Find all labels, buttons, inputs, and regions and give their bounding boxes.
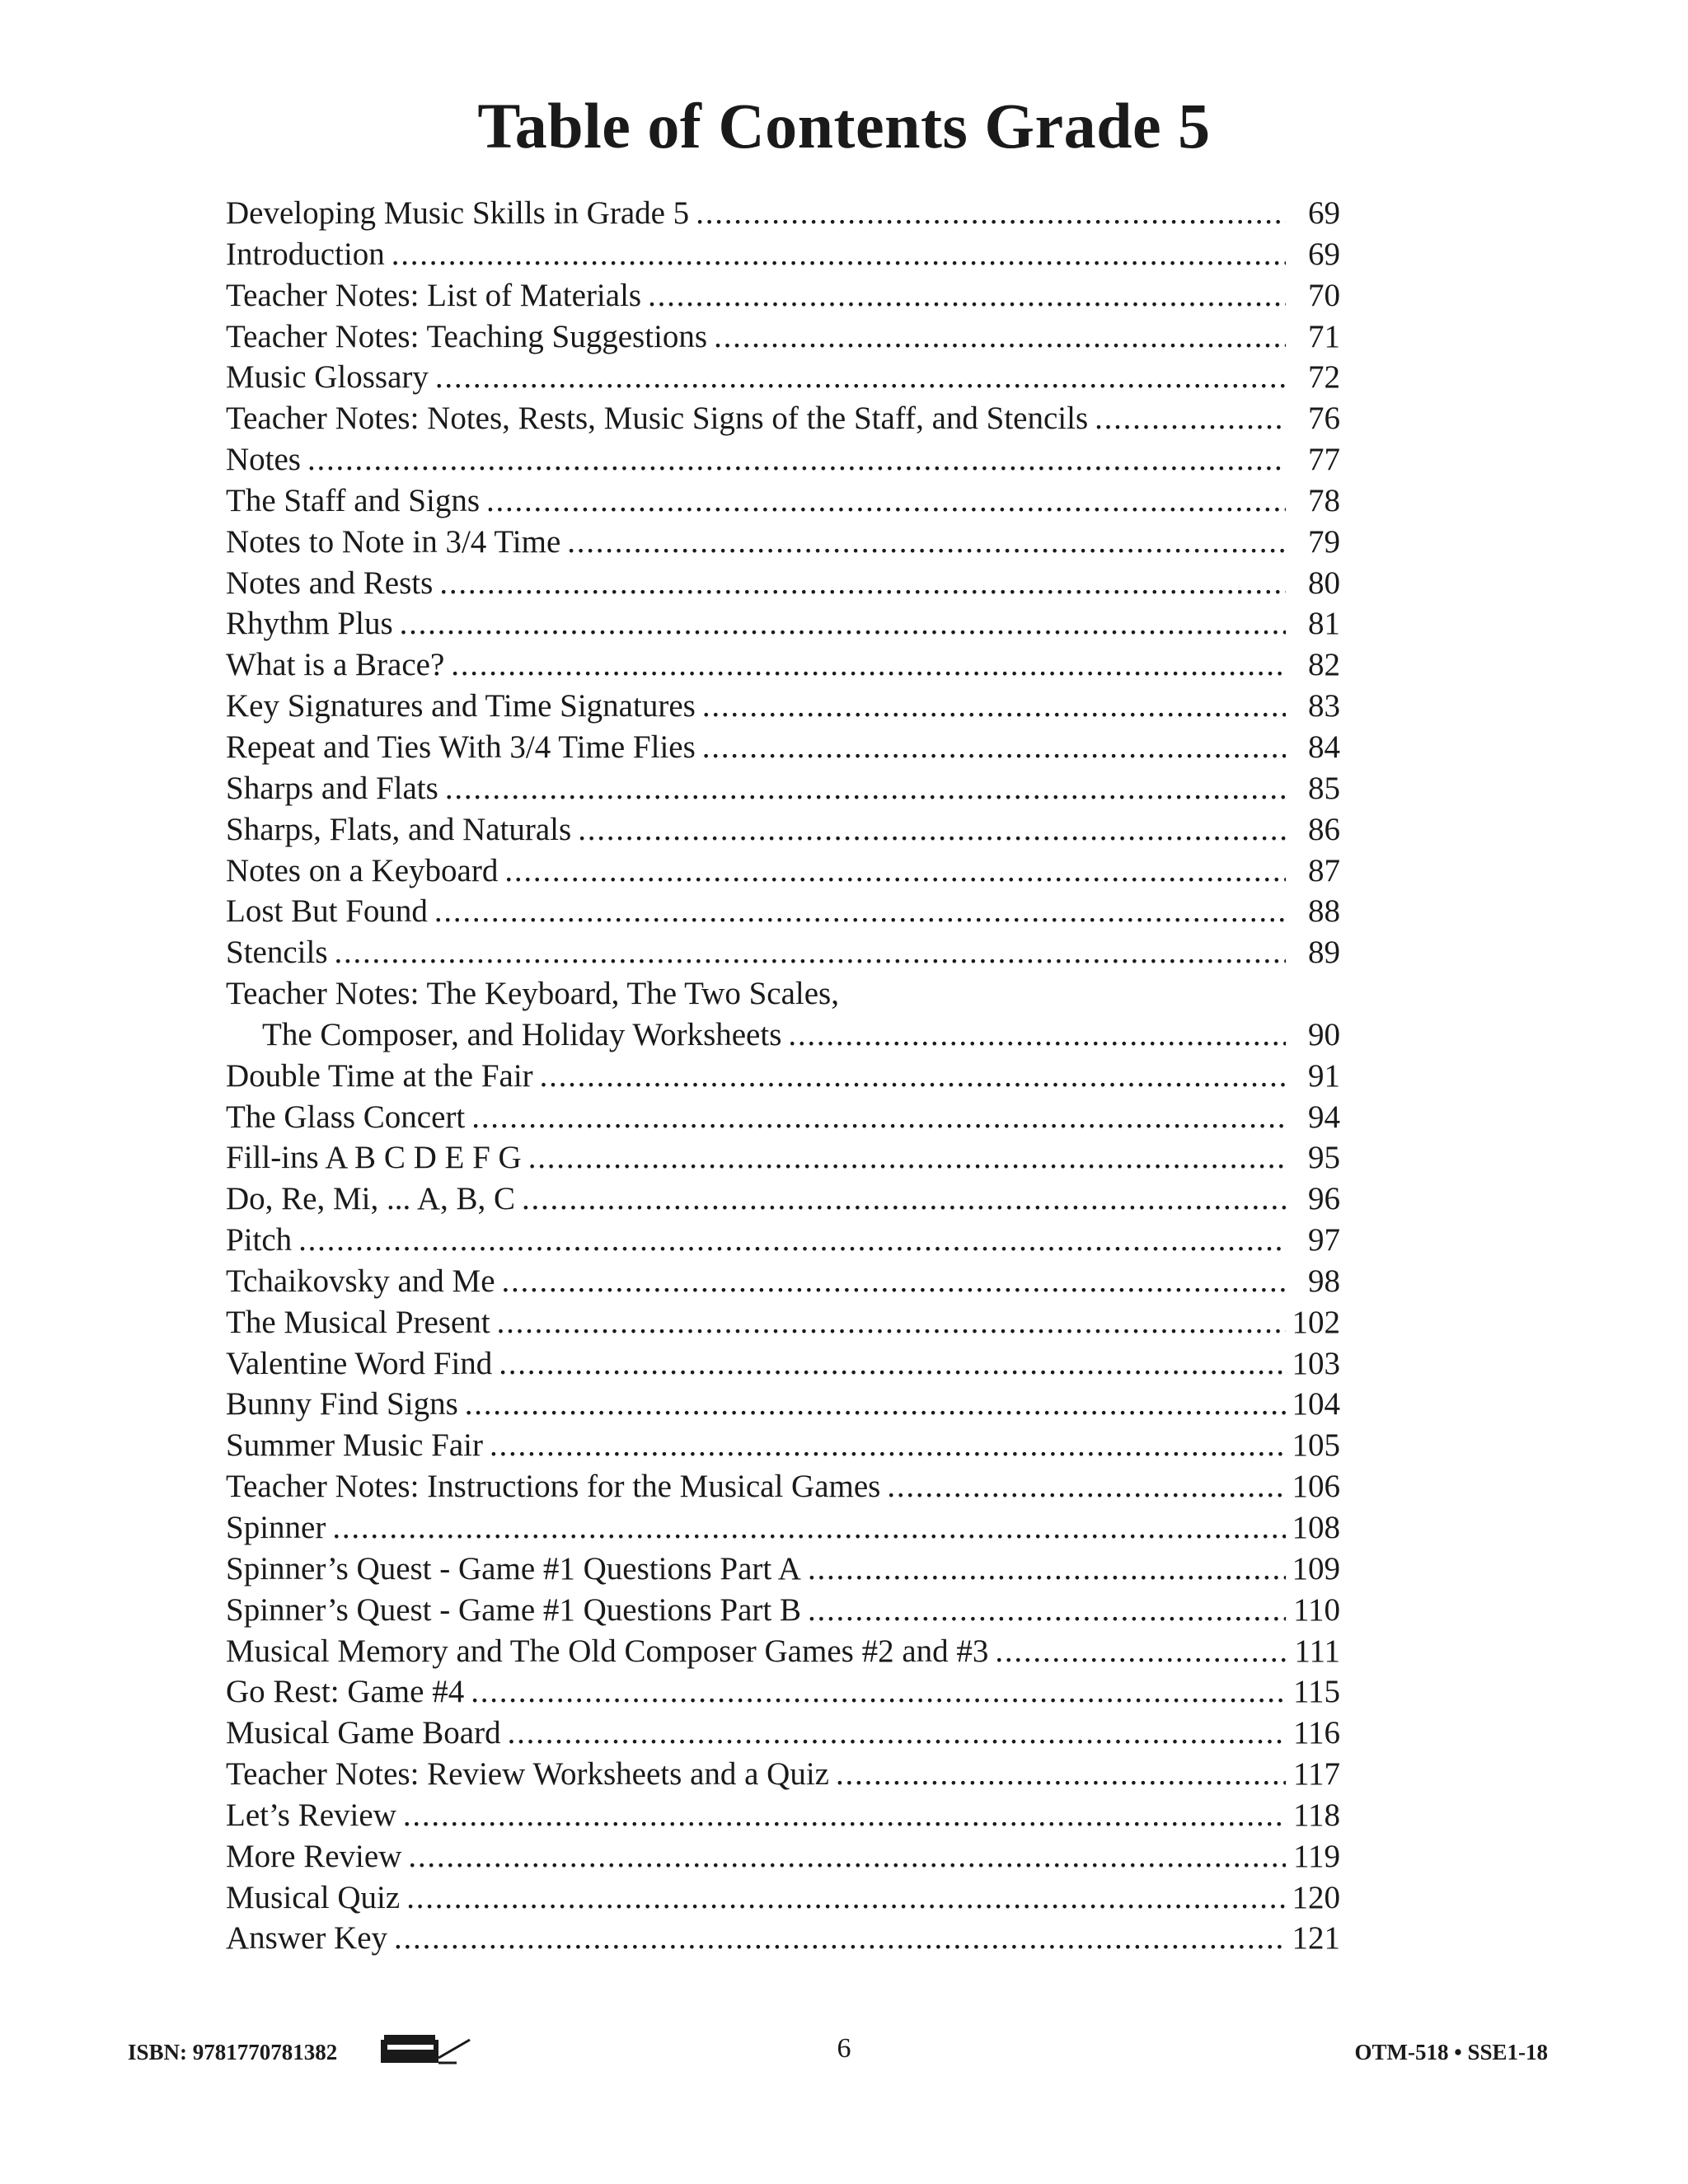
toc-entry — [226, 1137, 1340, 1179]
toc-entry — [226, 1015, 1340, 1056]
toc-entry-title: Developing Music Skills in Grade 5 — [226, 195, 690, 231]
toc-entry-title: Double Time at the Fair — [226, 1057, 533, 1094]
toc-entry — [226, 1425, 1340, 1466]
toc-entry-title: Let’s Review — [226, 1797, 396, 1833]
toc-entry-title: Stencils — [226, 935, 328, 971]
dot-leader — [497, 1302, 1286, 1343]
dot-leader — [439, 563, 1286, 604]
toc-entry-page-number: 95 — [1308, 1140, 1340, 1176]
toc-entry-title: Sharps and Flats — [226, 770, 438, 806]
toc-entry — [226, 1549, 1340, 1590]
toc-entry-page-number: 102 — [1292, 1304, 1340, 1340]
dot-leader — [502, 1261, 1286, 1302]
toc-entry-title: The Staff and Signs — [226, 482, 481, 518]
toc-entry-page-number: 121 — [1292, 1920, 1340, 1957]
toc-entry-title: Summer Music Fair — [226, 1427, 483, 1464]
dot-leader — [522, 1179, 1286, 1220]
toc-entry — [226, 891, 1340, 932]
toc-entry — [226, 439, 1340, 480]
toc-entry — [226, 1261, 1340, 1302]
toc-entry-title: Answer Key — [226, 1920, 388, 1957]
toc-entry-page-number: 119 — [1292, 1838, 1340, 1874]
toc-entry — [226, 316, 1340, 358]
toc-entry — [226, 1056, 1340, 1097]
dot-leader — [567, 522, 1286, 563]
toc-entry-title: Lost But Found — [226, 893, 428, 930]
product-code: OTM-518 • SSE1-18 — [1354, 2040, 1548, 2064]
toc-entry-title: Spinner’s Quest - Game #1 Questions Part A — [226, 1550, 801, 1586]
toc-entry — [226, 357, 1340, 398]
toc-entry — [226, 398, 1340, 439]
toc-entry — [226, 1918, 1340, 1959]
toc-entry-page-number: 91 — [1308, 1057, 1340, 1094]
toc-entry-title: Go Rest: Game #4 — [226, 1674, 465, 1710]
dot-leader — [648, 275, 1286, 316]
page-title: Table of Contents Grade 5 — [477, 90, 1211, 162]
toc-entry-page-number: 77 — [1308, 442, 1340, 478]
table-of-contents — [226, 193, 1340, 1959]
toc-entry-page-number: 82 — [1308, 647, 1340, 683]
toc-entry — [226, 1466, 1340, 1507]
dot-leader — [578, 809, 1286, 851]
toc-entry-title: Tchaikovsky and Me — [226, 1263, 495, 1299]
toc-entry-page-number: 103 — [1292, 1345, 1340, 1381]
toc-entry — [226, 1097, 1340, 1138]
toc-entry-title: More Review — [226, 1838, 402, 1874]
toc-entry — [226, 727, 1340, 768]
dot-leader — [788, 1015, 1286, 1056]
toc-entry-title: Teacher Notes: Instructions for the Musical Games — [226, 1469, 881, 1505]
dot-leader — [307, 439, 1286, 480]
toc-entry-page-number: 117 — [1292, 1756, 1340, 1793]
dot-leader — [504, 851, 1286, 892]
toc-entry-page-number: 109 — [1292, 1550, 1340, 1586]
toc-entry-title: The Glass Concert — [226, 1099, 466, 1135]
toc-entry-page-number: 104 — [1292, 1386, 1340, 1422]
toc-entry-page-number: 79 — [1308, 523, 1340, 560]
toc-entry-page-number: 78 — [1308, 482, 1340, 518]
toc-entry — [226, 234, 1340, 275]
dot-leader — [332, 1507, 1286, 1549]
toc-entry-page-number: 83 — [1308, 688, 1340, 724]
dot-leader — [808, 1549, 1286, 1590]
toc-entry-page-number: 86 — [1308, 811, 1340, 847]
toc-entry-page-number: 76 — [1308, 401, 1340, 437]
toc-entry-title: Rhythm Plus — [226, 606, 393, 642]
toc-entry-page-number: 69 — [1308, 236, 1340, 272]
dot-leader — [465, 1384, 1286, 1425]
toc-entry — [226, 603, 1340, 644]
toc-entry-title: Teacher Notes: Notes, Rests, Music Signs of the Staff, and Stencils — [226, 401, 1089, 437]
toc-entry-page-number: 88 — [1308, 893, 1340, 930]
toc-entry — [226, 644, 1340, 686]
toc-entry-title: Musical Memory and The Old Composer Games #2 and #3 — [226, 1633, 989, 1669]
dot-leader — [394, 1918, 1286, 1959]
toc-entry-title: Repeat and Ties With 3/4 Time Flies — [226, 729, 696, 765]
dot-leader — [995, 1631, 1286, 1672]
toc-entry-page-number: 94 — [1308, 1099, 1340, 1135]
dot-leader — [696, 193, 1286, 234]
toc-entry-title: Fill-ins A B C D E F G — [226, 1140, 522, 1176]
page-number: 6 — [837, 2033, 851, 2064]
toc-entry-page-number: 120 — [1292, 1879, 1340, 1915]
toc-entry-page-number: 85 — [1308, 770, 1340, 806]
toc-entry-title: Teacher Notes: Teaching Suggestions — [226, 318, 708, 354]
toc-entry-title: What is a Brace? — [226, 647, 445, 683]
toc-entry-title: Do, Re, Mi, ... A, B, C — [226, 1181, 516, 1217]
toc-entry — [226, 768, 1340, 809]
dot-leader — [702, 727, 1286, 768]
toc-entry-page-number: 87 — [1308, 852, 1340, 888]
toc-entry-title: Notes on a Keyboard — [226, 852, 499, 888]
toc-entry-page-number: 72 — [1308, 359, 1340, 396]
toc-entry-title: Pitch — [226, 1222, 293, 1258]
toc-entry — [226, 851, 1340, 892]
toc-entry — [226, 1179, 1340, 1220]
dot-leader — [335, 932, 1287, 973]
toc-entry — [226, 1877, 1340, 1919]
toc-entry — [226, 1590, 1340, 1631]
dot-leader — [490, 1425, 1286, 1466]
toc-entry — [226, 1343, 1340, 1385]
toc-entry — [226, 686, 1340, 727]
dot-leader — [434, 891, 1286, 932]
toc-entry-page-number: 98 — [1308, 1263, 1340, 1299]
dot-leader — [528, 1137, 1286, 1179]
toc-entry-page-number: 116 — [1292, 1715, 1340, 1751]
toc-entry-title: Bunny Find Signs — [226, 1386, 458, 1422]
dot-leader — [445, 768, 1286, 809]
dot-leader — [836, 1754, 1286, 1795]
toc-entry — [226, 1507, 1340, 1549]
dot-leader — [486, 480, 1286, 522]
toc-entry-title: Teacher Notes: List of Materials — [226, 277, 642, 313]
toc-entry-page-number: 115 — [1292, 1674, 1340, 1710]
dot-leader — [471, 1097, 1286, 1138]
toc-entry-title: Notes — [226, 442, 301, 478]
toc-entry-title: Introduction — [226, 236, 385, 272]
toc-entry — [226, 973, 1340, 1015]
isbn-text: ISBN: 9781770781382 — [128, 2040, 338, 2064]
dot-leader — [406, 1877, 1286, 1919]
toc-entry-title: Key Signatures and Time Signatures — [226, 688, 696, 724]
toc-entry-title: Notes to Note in 3/4 Time — [226, 523, 561, 560]
toc-entry — [226, 522, 1340, 563]
toc-entry-title: The Composer, and Holiday Worksheets — [262, 1016, 782, 1052]
toc-entry-page-number: 71 — [1308, 318, 1340, 354]
toc-entry-title: Spinner’s Quest - Game #1 Questions Part B — [226, 1591, 801, 1628]
toc-entry — [226, 1836, 1340, 1877]
toc-entry-page-number: 111 — [1294, 1633, 1340, 1669]
dot-leader — [403, 1795, 1286, 1836]
dot-leader — [540, 1056, 1286, 1097]
toc-entry-page-number: 96 — [1308, 1181, 1340, 1217]
dot-leader — [702, 686, 1286, 727]
toc-entry-title: Musical Quiz — [226, 1879, 401, 1915]
page-footer — [0, 2023, 1688, 2073]
toc-entry-title: Teacher Notes: Review Worksheets and a Quiz — [226, 1756, 829, 1793]
dot-leader — [508, 1713, 1286, 1754]
dot-leader — [298, 1220, 1286, 1261]
toc-entry — [226, 563, 1340, 604]
toc-entry-page-number: 97 — [1308, 1222, 1340, 1258]
dot-leader — [400, 603, 1286, 644]
toc-entry-title: Musical Game Board — [226, 1715, 501, 1751]
toc-entry-page-number: 81 — [1308, 606, 1340, 642]
dot-leader — [714, 316, 1286, 358]
toc-entry-title: Spinner — [226, 1510, 326, 1545]
dot-leader — [408, 1836, 1286, 1877]
toc-entry-title: Valentine Word Find — [226, 1345, 493, 1381]
dot-leader — [808, 1590, 1286, 1631]
toc-entry-page-number: 80 — [1308, 565, 1340, 601]
toc-entry-page-number: 89 — [1308, 935, 1340, 971]
toc-entry-page-number: 70 — [1308, 277, 1340, 313]
toc-entry-page-number: 105 — [1292, 1427, 1340, 1464]
toc-entry — [226, 1631, 1340, 1672]
toc-entry-page-number: 118 — [1292, 1797, 1340, 1833]
dot-leader — [451, 644, 1286, 686]
dot-leader — [1095, 398, 1286, 439]
dot-leader — [499, 1343, 1286, 1385]
toc-entry — [226, 275, 1340, 316]
toc-entry — [226, 480, 1340, 522]
toc-entry-page-number: 84 — [1308, 729, 1340, 765]
toc-entry — [226, 193, 1340, 234]
dot-leader — [392, 234, 1286, 275]
toc-entry — [226, 1384, 1340, 1425]
toc-entry-title: Teacher Notes: The Keyboard, The Two Scales, — [226, 976, 839, 1012]
toc-entry — [226, 1302, 1340, 1343]
dot-leader — [435, 357, 1286, 398]
toc-entry-page-number: 106 — [1292, 1469, 1340, 1505]
toc-entry — [226, 809, 1340, 851]
toc-entry-page-number: 110 — [1292, 1591, 1340, 1628]
toc-entry-page-number: 108 — [1292, 1510, 1340, 1545]
dot-leader — [471, 1671, 1286, 1713]
toc-entry — [226, 1713, 1340, 1754]
toc-entry-title: Notes and Rests — [226, 565, 434, 601]
toc-entry-page-number: 90 — [1308, 1016, 1340, 1052]
toc-entry — [226, 932, 1340, 973]
toc-entry-title: Sharps, Flats, and Naturals — [226, 811, 572, 847]
dot-leader — [887, 1466, 1286, 1507]
toc-entry-title: The Musical Present — [226, 1304, 490, 1340]
toc-entry — [226, 1754, 1340, 1795]
toc-entry-page-number: 69 — [1308, 195, 1340, 231]
toc-entry-title: Music Glossary — [226, 359, 429, 396]
toc-entry — [226, 1671, 1340, 1713]
toc-entry — [226, 1220, 1340, 1261]
toc-entry — [226, 1795, 1340, 1836]
